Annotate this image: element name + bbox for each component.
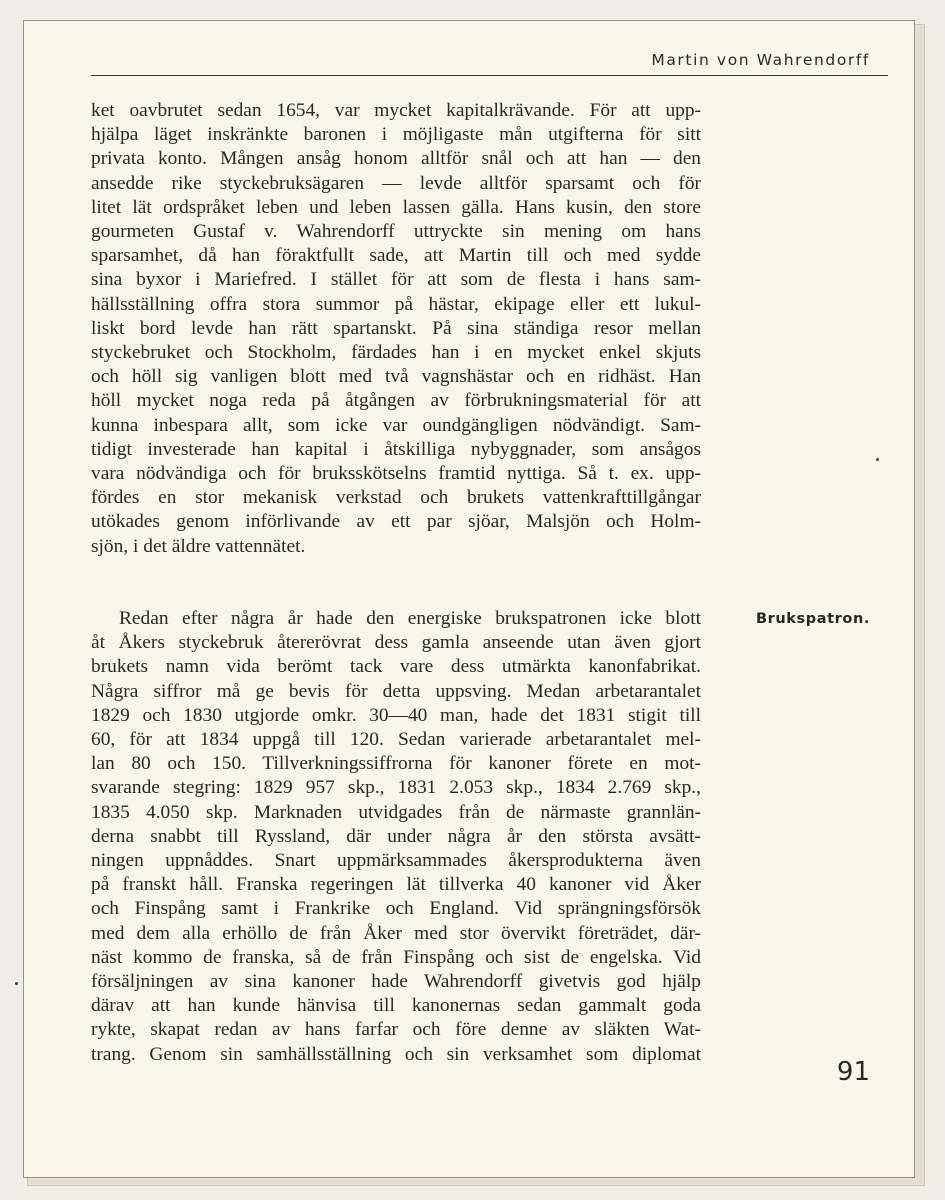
text-line: lan 80 och 150. Tillverkningssiffrorna för kanoner förete en mot-: [91, 753, 701, 775]
text-line: åt Åkers styckebruk återerövrat dess gamla anseende utan även gjort: [91, 632, 701, 654]
page-number: 91: [836, 1057, 870, 1087]
text-line: vara nödvändiga och för bruksskötselns framtid nyttiga. Så t. ex. upp-: [91, 463, 701, 485]
text-line: därav att han kunde hänvisa till kanonernas sedan gammalt goda: [91, 995, 701, 1017]
text-line: tidigt investerade han kapital i åtskilliga nybyggnader, som ansågos: [91, 438, 701, 460]
print-speck: [15, 982, 18, 985]
text-line: 60, för att 1834 uppgå till 120. Sedan varierade arbetarantalet mel-: [91, 729, 701, 751]
paragraph-2: [91, 607, 701, 1067]
text-line: brukets namn vida berömt tack vare dess utmärkta kanonfabrikat.: [91, 656, 701, 678]
text-line: sina byxor i Mariefred. I stället för att som de flesta i hans sam-: [91, 269, 701, 291]
text-line: 1835 4.050 skp. Marknaden utvidgades från de närmaste grannlän-: [91, 801, 701, 823]
book-page: [23, 20, 915, 1178]
text-line: hällsställning offra stora summor på hästar, ekipage eller ett lukul-: [91, 293, 701, 315]
text-line: litet lät ordspråket leben und leben lassen gälla. Hans kusin, den store: [91, 196, 701, 218]
print-speck: [876, 458, 879, 461]
text-line: Några siffror må ge bevis för detta uppsving. Medan arbetarantalet: [91, 680, 701, 702]
text-line: styckebruket och Stockholm, färdades han i en mycket enkel skjuts: [91, 342, 701, 364]
text-line: derna snabbt till Ryssland, där under några år den största avsätt-: [91, 825, 701, 847]
text-line: på franskt håll. Franska regeringen lät tillverka 40 kanoner vid Åker: [91, 874, 701, 896]
text-line: försäljningen av sina kanoner hade Wahrendorff givetvis god hjälp: [91, 971, 701, 993]
text-line: trang. Genom sin samhällsställning och sin verksamhet som diplomat: [91, 1043, 701, 1065]
text-line: sjön, i det äldre vattennätet.: [91, 535, 306, 557]
text-line: rykte, skapat redan av hans farfar och före denne av släkten Wat-: [91, 1019, 701, 1041]
text-line: och höll sig vanligen blott med två vagnshästar och en ridhäst. Han: [91, 366, 701, 388]
text-line: gourmeten Gustaf v. Wahrendorff uttryckte sin mening om hans: [91, 221, 701, 243]
text-line: näst kommo de franska, så de från Finspång och sist de engelska. Vid: [91, 946, 701, 968]
running-header: Martin von Wahrendorff: [651, 51, 870, 69]
text-line: med dem alla erhöllo de från Åker med stor övervikt företrädet, där-: [91, 922, 701, 944]
text-line: kunna inbespara allt, som icke var oundgängligen nödvändigt. Sam-: [91, 414, 701, 436]
text-line: svarande stegring: 1829 957 skp., 1831 2.053 skp., 1834 2.769 skp.,: [91, 777, 701, 799]
text-line: utökades genom införlivande av ett par sjöar, Malsjön och Holm-: [91, 511, 701, 533]
margin-note: Brukspatron.: [755, 611, 870, 627]
text-line: sparsamhet, då han föraktfullt sade, att Martin till och med sydde: [91, 245, 701, 267]
text-line: liskt bord levde han rätt spartanskt. På sina ständiga resor mellan: [91, 317, 701, 339]
text-line: privata konto. Mången ansåg honom alltför snål och att han — den: [91, 148, 701, 170]
text-line: ket oavbrutet sedan 1654, var mycket kapitalkrävande. För att upp-: [91, 100, 701, 121]
text-line: ansedde rike styckebruksägaren — levde alltför sparsamt och för: [91, 172, 701, 194]
text-line: hjälpa läget inskränkte baronen i möjligaste mån utgifterna för sitt: [91, 124, 701, 146]
text-line: ningen uppnåddes. Snart uppmärksammades åkersprodukterna även: [91, 850, 701, 872]
text-line: 1829 och 1830 utgjorde omkr. 30—40 man, hade det 1831 stigit till: [91, 704, 701, 726]
paragraph-1: [91, 99, 701, 559]
text-line: Redan efter några år hade den energiske brukspatronen icke blott: [119, 608, 701, 629]
text-line: höll mycket noga reda på åtgången av förbrukningsmaterial för att: [91, 390, 701, 412]
text-line: fördes en stor mekanisk verkstad och brukets vattenkrafttillgångar: [91, 487, 701, 509]
text-line: och Finspång samt i Frankrike och England. Vid sprängningsförsök: [91, 898, 701, 920]
header-rule: [91, 75, 888, 76]
